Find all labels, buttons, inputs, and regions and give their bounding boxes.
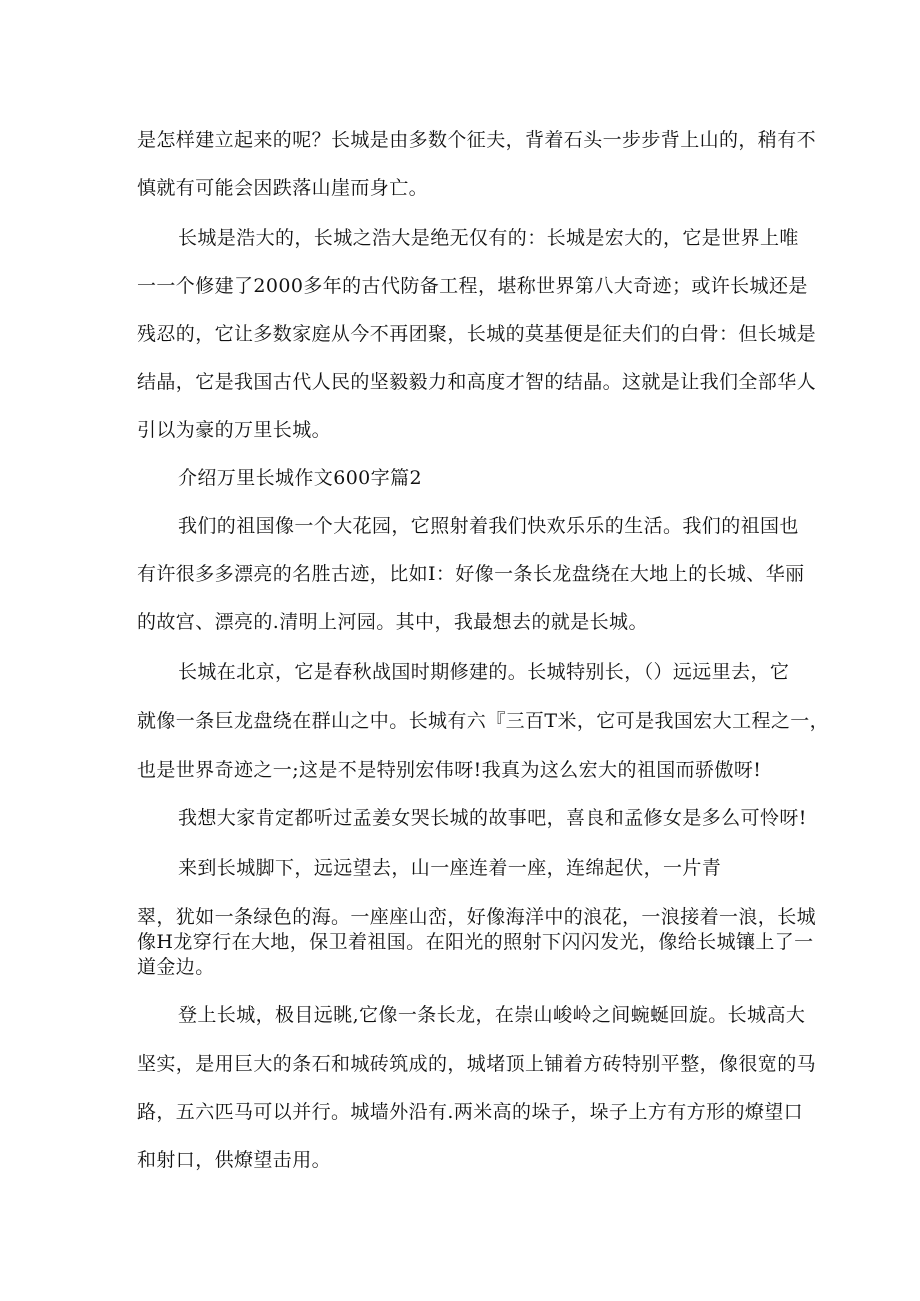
paragraph-start-line: 长城在北京，它是春秋战国时期修建的。长城特别长，（）远远里去，它 xyxy=(178,661,790,683)
text-line: 翠，犹如一条绿色的海。一座座山峦，好像海洋中的浪花，一浪接着一浪，长城 xyxy=(137,906,817,928)
paragraph-start-line: 我们的祖国像一个大花园，它照射着我们快欢乐乐的生活。我们的祖国也 xyxy=(178,515,799,537)
text-line: 坚实，是用巨大的条石和城砖筑成的，城堵顶上铺着方砖特别平整，像很宽的马 xyxy=(137,1053,817,1075)
text-line: 一一个修建了2000多年的古代防备工程，堪称世界第八大奇迹；或许长城还是 xyxy=(137,275,808,297)
text-line: 有许很多多漂亮的名胜古迹，比如I：好像一条长龙盘绕在大地上的长城、华丽 xyxy=(137,563,805,585)
text-line: 和射口，供燎望击用。 xyxy=(137,1149,332,1171)
text-line: 是怎样建立起来的呢？长城是由多数个征夫，背着石头一步步背上山的，稍有不 xyxy=(137,129,817,151)
paragraph-start-line: 来到长城脚下，远远望去，山一座连着一座，连绵起伏，一片青 xyxy=(178,857,722,879)
paragraph-start-line: 我想大家肯定都听过孟姜女哭长城的故事吧，喜良和孟修女是多么可怜呀! xyxy=(178,807,807,829)
text-line: 残忍的，它让多数家庭从今不再团聚，长城的莫基便是征夫们的白骨：但长城是 xyxy=(137,323,817,345)
paragraph-start-line: 长城是浩大的，长城之浩大是绝无仅有的：长城是宏大的，它是世界上唯 xyxy=(178,227,799,249)
text-line: 就像一条巨龙盘绕在群山之中。长城有六『三百T米，它可是我国宏大工程之一， xyxy=(137,710,830,732)
paragraph-start-line: 登上长城，极目远眺,它像一条长龙，在崇山峻岭之间蜿蜒回旋。长城高大 xyxy=(178,1004,806,1026)
text-line: 路，五六匹马可以并行。城墙外沿有.两米高的垛子，垛子上方有方形的燎望口 xyxy=(137,1101,804,1123)
text-line: 道金边。 xyxy=(137,956,215,978)
text-line: 也是世界奇迹之一;这是不是特别宏伟呀!我真为这么宏大的祖国而骄傲呀! xyxy=(137,759,762,781)
text-line: 引以为豪的万里长城。 xyxy=(137,419,332,441)
text-line: 慎就有可能会因跌落山崖而身亡。 xyxy=(137,177,429,199)
section-heading: 介绍万里长城作文600字篇2 xyxy=(178,467,422,489)
text-line: 的故宫、漂亮的.清明上河园。其中，我最想去的就是长城。 xyxy=(137,611,648,633)
text-line: 结晶，它是我国古代人民的坚毅毅力和高度才智的结晶。这就是让我们全部华人 xyxy=(137,371,817,393)
text-line: 像H龙穿行在大地，保卫着祖国。在阳光的照射下闪闪发光，像给长城镶上了一 xyxy=(137,931,814,953)
